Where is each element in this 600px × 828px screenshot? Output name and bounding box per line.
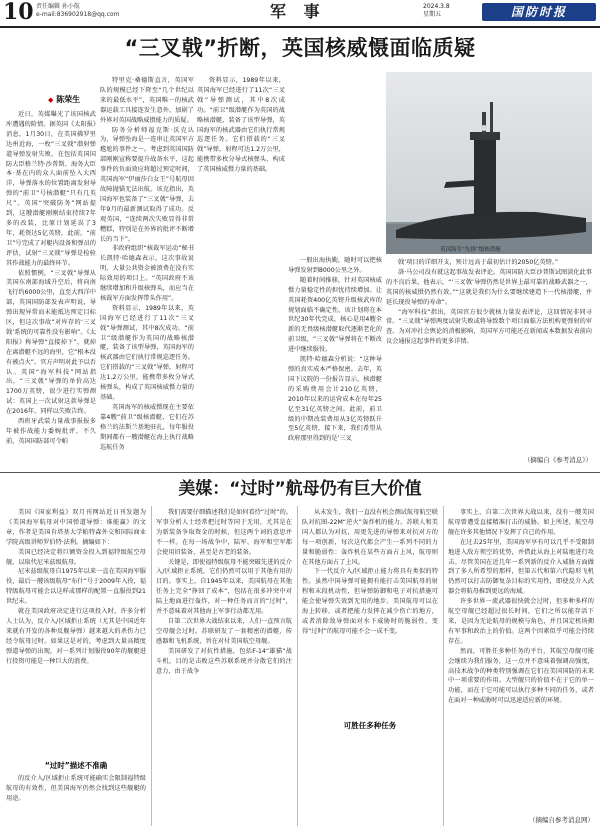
paragraph: 洛·马公司没有就这起事故发表评论。英国国防大臣沙普斯试图淡化此事的不良后果，他表示，“‘三叉戟’导弹仍然是世界上最可靠的战略武器之一，英国的核威慑仍然有效。”“这就是我们为什么要继续建造下一代核潜艇，并延长现役导弹的寿命”。: [386, 268, 592, 306]
paragraph: “海军科技”指出，英国官方很少就核力量发表评论，这回情况非同寻常。“三叉戟”导弹两度试射失败或将导致数个项目面临方法机构更弹射的审查。为对冲社会舆论的消极影响，英国军方可能还在新闻或本数据发表前向议会通报这起事件的更多详情。: [386, 308, 592, 346]
date-text: 2024.3.8: [423, 3, 450, 10]
paragraph: 戟’项目的详细开支，预计远高于最初估计的2050亿英镑。”: [398, 259, 559, 266]
paragraph: 美国研发了对抗性措施，包括F-14“雄猫”战斗机，目的是击败这些苏联系统并分散它们的注意力，由于战争: [156, 647, 292, 675]
column-divider: [297, 506, 298, 826]
article2-column-3-cont: [302, 734, 438, 826]
article2-column-2: [156, 508, 292, 826]
weekday-text: 星期五: [423, 11, 442, 18]
paragraph: 在过去25年里，美国海军享有可以几乎不受限制地进入敌方领空的优势，并借此从海上对陆地进行攻击。尽管美国在近几年一系列新的反介入威胁方面做到了多人所希望的那样，但第五代和第六代隐形飞机仍然可以打击防御复杂目标的实用性，即使反介入武器会将航母推到更远的海域。: [448, 538, 594, 596]
article1-column-2: [100, 76, 194, 466]
masthead-logo: 国防时报: [482, 3, 596, 21]
column-divider: [151, 506, 152, 826]
paragraph: 从未发生，我们一直没有机会测试航母航空联队对抗图-22M“逆火”轰炸机的能力。苏联人和美国人都认为对抗，用更先进的导弹来对抗对方的每一项创新，每次这代都会产生一系列不同的力量和脆弱性：轰炸机在某些方面占上风，航母则在其他方面占了上风。: [302, 509, 438, 566]
editor-info: [36, 3, 119, 19]
page-number: 10: [3, 0, 34, 25]
author-name: 陈荣生: [56, 95, 81, 104]
paragraph: 下一代反介入/区域拒止能力将具有类似的特性。虽然中国导弹可能拥有能打击美国航母的射程和末段机动性，但导弹防御和电子对抗措施可能会使导弹失效到无用的地步。美国航母可以在海上转移，或者把能力发挥在减少伤亡的地方，或者消除敌导弹面对水下威胁时的脆弱性，变得“过时”的航母可能不会一成不变。: [302, 568, 438, 635]
paragraph: 关键是，即使福特级航母不能突破先进的反介入/区域拒止系统，它们仍然可以用于其他有用的目的。事实上，自1945年以来，美国航母在其他任务上完全“挣回了成本”，包括在很多冲突中对陆上地面进行轰炸，对一种任务而言的“过时”，并不意味着对其他海上军事行动都无用。: [156, 558, 292, 616]
paragraph: 美国《国家利益》双月刊网站近日刊发题为《美国海军航母对中国弹道导弹：谁能赢》的文章，作者是美国肯塔基大学帕特森外交和国际商业学院高级讲师罗伯特·法利。摘编如下：: [6, 509, 146, 546]
paragraph: 就在美国政府决定进行这项投入时，许多分析人士认为，反介入/区域拒止系统（尤其是中国近年来就有开发的各种反舰导弹）越来越大的杀伤力已经令航母过时。如果这是对的，考虑到大量高精度弹道导弹的出现，对一系列计划服役90年的舰艇进行投资可能是一种巨大的浪费。: [6, 608, 146, 665]
article2-source: （摘编自参考消息网）: [529, 816, 594, 824]
paragraph: 近日，英媒曝光了该国核武库遭遇的险情。据英国《太阳报》消息，1月30日，在美国佛罗里达州近海，一枚“三叉戟”潜射弹道导弹发射失败。在包括英国国防大臣格兰特·沙普斯、海务大臣本·基在内的众人面前坠入大西洋，导弹落水的位置距离发射导弹的“前卫”号核潜艇“只有几英尺”。英国“突破防务”网站提到，这艘潜艇刚刚结束持续7年多的改装，比原计划延误了3年，耗资达5亿英镑。此前，“前卫”号完成了对艇内设备和弹员的评估，试射“三叉戟”导弹是检验其作战能力的最终环节。: [6, 111, 96, 267]
issue-date: [423, 3, 450, 19]
paragraph: 凯特·哈德森分析说：“这种导弹的真实成本严格保密。去年，英国下议院的一份报告显示，核潜艇的采购费用会计210亿英镑，2010年以来的运营成本在每年25亿至31亿英镑之间。此前，前卫级的中期改装费用从3亿英镑跃升至5亿英镑，接下来，我们希望从政府那里得到的是‘三叉: [288, 356, 382, 443]
paragraph: 自第二次世界大战结束以来，人们一直预言航空母舰会过时。苏联研发了一套精密的潜艇、传感器和飞机系统，旨在对付美国航空母舰。: [156, 617, 292, 645]
paragraph: 我们需要仔细描述我们是如何看待“过时”的。军事分析人士经常把过时等同于无用，尤其是在为新装备争取资金的时候，但这两个词的意思并不一样。在每一场战争中，陆军、海军和空军都会使用旧装备，甚至是古老的装备。: [156, 509, 292, 556]
paragraph: 一般出海执勤，随时可以把核导弹发射到8000公里之外。: [288, 257, 382, 274]
submarine-photo: [386, 72, 592, 254]
paragraph: 防务分析师福克斯·沃克认为，导弹坠海是一连串让英国军方尴尬的事件之一。考虑到英国国防部刚刚宣称要提升战备水平，这起事件的负面效应将超过预定时间，英国海军“伊丽莎白女王”号航母因故障抛锚无法出航。该克指出，英国海军也装备了“三叉戟”导弹，去年9月的最新测试取得了成功。反观英国，“连续两次失败显得非常糟糕，特别是在外界的批评不断增长的当下”。: [100, 126, 194, 243]
paragraph: 英国海军的核威慑现在主要依靠4艘“前卫”级核潜艇，它们在苏格兰的法斯兰基地驻扎，每年服役期间都有一艘潜艇在海上执行战略巡航任务: [100, 403, 194, 451]
paragraph: 资料显示，1989年以来，英国海军已经进行了11次“三叉戟”导弹测试，其中8次成功。“前卫”级潜艇作为英国的战略核潜艇，装备了该型导弹，英国海军的核武器由它们执行常规巡逻任务。它们搭载的“三叉戟”导弹，射程可达1.2万公里，能携带多枚分导式核弹头，构成了英国核威慑力量的基础。: [197, 77, 285, 174]
paragraph: 西班牙武装力量战事报报多年被作战能力委婉批评，不久前，英国国防部可令帕: [6, 418, 96, 445]
article1-column-1: [6, 110, 96, 466]
paragraph: 资料显示，1989年以来，英国海军已经进行了11次“三叉戟”导弹测试，其中8次成功。“前卫”级潜艇作为英国的战略核潜艇，装备了该型导弹，英国海军的核武器由它们执行常规巡逻任务。它们搭载的“三叉戟”导弹，射程可达1.2万公里，能携带多枚分导式核弹头，构成了英国核威慑力量的基础。: [100, 304, 194, 401]
article2-column-1-cont: [6, 774, 146, 826]
article1-column-3: [288, 256, 382, 466]
paragraph: 的反介入/区域拒止系统可能确实会限制福特级航母的有效性，但美国海军仍然会找到这些舰艇的用途。: [6, 775, 146, 802]
paragraph: 特里克·桑德斯直言，英国军队的规模已经下降至“几个世纪以来的最低水平”，英国唯一的核武器运载工具接连发生意外，加剧了外界对英国战略威慑能力的质疑。: [100, 77, 194, 124]
paragraph: 事实上，自第二次世界大战以来，没有一艘美国航母曾遭受直接精准打击的威胁。如上所述，航空母舰在许多其他情况下发挥了自己的作用。: [448, 509, 594, 536]
article1-column-4: [386, 258, 592, 454]
article1-byline: [48, 94, 80, 105]
editor-name: 责任编辑 孙小航: [36, 3, 80, 10]
paragraph: 然而，可胜任多种任务的平台，其航空母舰可能会继续为我们服务，这一点并不意味着强调高强度，高技术战争的种类特别强调在它们在美国国防的未来中一项重要的作用。大型舰只的价值不在于它的单一功能，而在于它可能可以执行多种不同的任务，或者在面对一种威胁时可以迅速适应新的环境。: [448, 647, 594, 705]
column-divider: [443, 506, 444, 826]
article2-column-4: [448, 508, 594, 814]
editor-email: e-mail:836902918@qq.com: [36, 11, 120, 18]
article2-headline: 美媒：“过时”航母仍有巨大价值: [178, 479, 422, 499]
article2-column-1: [6, 508, 146, 754]
paragraph: 随着时间推移，针对英国核威慑力量稳定性的担忧持续增加。让英国耗资400亿英镑升级核武库的规划面临不确定性。该计划将在本世纪30年代完成，核心是用4艘全新的无畏级核潜艇取代逐渐老化的前卫级，“三叉戟”导弹将在不断改进中继续服役。: [288, 276, 382, 354]
paragraph: 许多世界一流武器很快就会过时，但多种多样的航空母舰已经超过很长时间，它们之所以能存活下来，是因为无论航母的规模与角色，并且国定机场拥有军事和政治上的价值。这两个因素似乎可能会持续存在。: [448, 598, 594, 645]
section-title: 军 事: [270, 2, 326, 21]
byline-triangle-icon: ◆: [48, 96, 54, 104]
article2-subhead-2: 可胜任多种任务: [343, 721, 397, 730]
paragraph: 非政府组织“核裁军运动”秘书长凯特·哈德森表示，这次事故说明，大量公共资金被浪费在没有实际效用的项目上。“英国政府不该继续增加和升级核弹头，而应当在核裁军方面发挥带头作用”。: [100, 245, 194, 302]
article1-headline: “三叉戟”折断，英国核威慑面临质疑: [124, 36, 476, 60]
paragraph: 尼米兹级航母自1975年以来一直在美国海军服役，最后一艘该级航母“布什”号于2009年入役，福特级航母可能会以这样或那样的配置一直服役到21世纪末。: [6, 568, 146, 606]
paragraph: 依照惯例，“三叉戟”导弹从美国东南部海域升空后，将向南飞行约6000公里，直至大西洋中部，英国国防部发表声明说，导弹出现异常而未能抵达预定目标区，但这次事故“对库存的‘三叉戟’系统的可靠性没有影响”。《太阳报》称导弹“直接掉下”，就掉在离潜艇不远的海里，它“根本没有被点火”。官方声明对此予以否认。英国“海军科技”网站指出，“三叉戟”导弹的单价高达1700万英镑，很少进行实弹测试：英国上一次试射这款导弹是在2016年，同样以失败告终。: [6, 269, 96, 416]
paragraph: 美国已经决定将巨额资金投入到福特级航空母舰，以取代尼米兹级航母。: [6, 548, 146, 566]
section-divider: [0, 472, 600, 473]
article2-subhead-1: “过时”描述不准确: [44, 761, 108, 770]
submarine-photo-image: [386, 72, 592, 254]
photo-caption: 英国海军“先锋”级核潜艇: [440, 247, 501, 253]
article1-source: （摘编自《参考消息》）: [523, 456, 592, 464]
article1-column-2b: [197, 76, 285, 466]
article2-column-3: [302, 508, 438, 716]
